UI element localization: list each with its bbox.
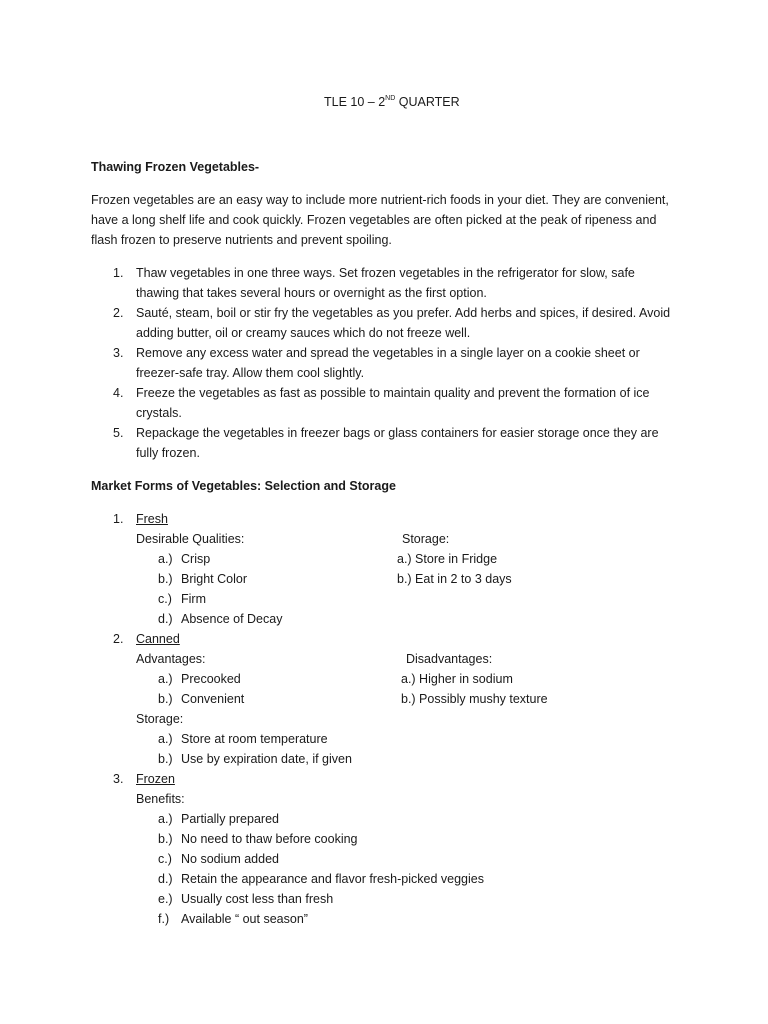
- fresh-storage-item: b.) Eat in 2 to 3 days: [397, 572, 512, 586]
- canned-disadvantages-heading: Disadvantages:: [406, 652, 493, 666]
- thawing-heading: Thawing Frozen Vegetables-: [91, 160, 260, 174]
- canned-title: Canned: [136, 632, 180, 646]
- step-line: crystals.: [136, 406, 182, 420]
- list-item: Convenient: [181, 692, 245, 706]
- list-item: Use by expiration date, if given: [181, 752, 352, 766]
- step-line: Sauté, steam, boil or stir fry the vegetables as you prefer. Add herbs and spices, if desired. Avoid: [136, 306, 671, 320]
- fresh-qualities-heading: Desirable Qualities:: [136, 532, 245, 546]
- list-marker: c.): [158, 592, 172, 606]
- title-suffix: QUARTER: [395, 95, 460, 109]
- list-marker: b.): [158, 572, 173, 586]
- list-item: Partially prepared: [181, 812, 279, 826]
- canned-number: 2.: [113, 632, 124, 646]
- list-item: Absence of Decay: [181, 612, 283, 626]
- list-item: No sodium added: [181, 852, 279, 866]
- step-line: Remove any excess water and spread the vegetables in a single layer on a cookie sheet or: [136, 346, 640, 360]
- title-superscript: ND: [385, 94, 396, 102]
- list-marker: d.): [158, 612, 173, 626]
- frozen-number: 3.: [113, 772, 124, 786]
- list-item: Firm: [181, 592, 206, 606]
- list-item: Store at room temperature: [181, 732, 328, 746]
- step-line: Repackage the vegetables in freezer bags or glass containers for easier storage once they are: [136, 426, 659, 440]
- step-line: fully frozen.: [136, 446, 200, 460]
- list-marker: b.): [158, 752, 173, 766]
- list-marker: f.): [158, 912, 170, 926]
- canned-disadvantage-item: b.) Possibly mushy texture: [401, 692, 548, 706]
- list-marker: a.): [158, 812, 173, 826]
- list-marker: c.): [158, 852, 172, 866]
- frozen-title: Frozen: [136, 772, 175, 786]
- fresh-storage-item: a.) Store in Fridge: [397, 552, 498, 566]
- fresh-title: Fresh: [136, 512, 168, 526]
- list-marker: a.): [158, 552, 173, 566]
- step-number: 4.: [113, 386, 124, 400]
- step-number: 2.: [113, 306, 124, 320]
- list-item: Available “ out season”: [181, 912, 308, 926]
- step-number: 1.: [113, 266, 124, 280]
- list-item: Usually cost less than fresh: [181, 892, 334, 906]
- list-marker: b.): [158, 832, 173, 846]
- step-number: 3.: [113, 346, 124, 360]
- step-line: Freeze the vegetables as fast as possible to maintain quality and prevent the formation of ice: [136, 386, 650, 400]
- intro-line: have a long shelf life and cook quickly. Frozen vegetables are often picked at the peak of ripeness and: [91, 213, 657, 227]
- frozen-benefits-heading: Benefits:: [136, 792, 185, 806]
- intro-line: flash frozen to preserve nutrients and prevent spoiling.: [91, 233, 392, 247]
- canned-disadvantage-item: a.) Higher in sodium: [401, 672, 513, 686]
- step-line: freezer-safe tray. Allow them cool slightly.: [136, 366, 365, 380]
- list-item: Retain the appearance and flavor fresh-picked veggies: [181, 872, 484, 886]
- list-marker: b.): [158, 692, 173, 706]
- step-number: 5.: [113, 426, 124, 440]
- list-marker: a.): [158, 672, 173, 686]
- list-item: No need to thaw before cooking: [181, 832, 358, 846]
- fresh-number: 1.: [113, 512, 124, 526]
- list-marker: a.): [158, 732, 173, 746]
- list-item: Crisp: [181, 552, 211, 566]
- list-marker: d.): [158, 872, 173, 886]
- title-prefix: TLE 10 – 2: [324, 95, 386, 109]
- intro-line: Frozen vegetables are an easy way to include more nutrient-rich foods in your diet. They are convenient,: [91, 193, 669, 207]
- step-line: thawing that takes several hours or overnight as the first option.: [136, 286, 487, 300]
- step-line: adding butter, oil or creamy sauces which do not freeze well.: [136, 326, 471, 340]
- list-item: Bright Color: [181, 572, 247, 586]
- list-item: Precooked: [181, 672, 241, 686]
- canned-storage-heading: Storage:: [136, 712, 184, 726]
- fresh-storage-heading: Storage:: [402, 532, 450, 546]
- market-heading: Market Forms of Vegetables: Selection and Storage: [91, 479, 396, 493]
- list-marker: e.): [158, 892, 173, 906]
- canned-advantages-heading: Advantages:: [136, 652, 206, 666]
- step-line: Thaw vegetables in one three ways. Set frozen vegetables in the refrigerator for slow, safe: [136, 266, 635, 280]
- page-title: [324, 94, 460, 110]
